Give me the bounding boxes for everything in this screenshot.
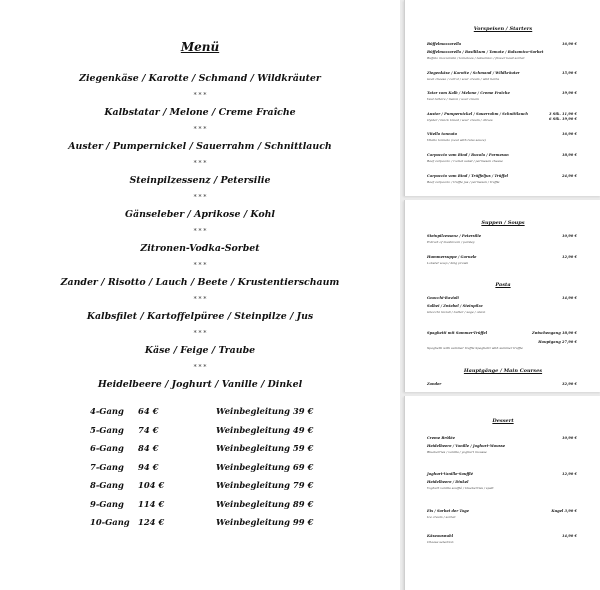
price-table bbox=[90, 402, 330, 532]
item-name: Vitello tonnato bbox=[427, 132, 458, 136]
price-row bbox=[90, 513, 330, 532]
item-description: Gnocchi ravioli / butter / sage / onion bbox=[427, 310, 486, 314]
item-price-alt: 6 Stk. 19,90 € bbox=[548, 117, 577, 121]
item-price: 14,90 € bbox=[561, 296, 577, 300]
item-price: Zwischengang 18,90 € bbox=[531, 331, 577, 335]
item-name: Creme Brûlée bbox=[427, 436, 455, 440]
item-name: Büffelmozzarella / Basilikum / Tomate / Balsamico-Sorbet bbox=[427, 50, 544, 54]
item-name: Zander bbox=[427, 382, 442, 386]
menu-item bbox=[427, 444, 577, 454]
item-description: Goat cheese / carrot / sour cream / wild herbs bbox=[427, 77, 500, 81]
item-name: Carpaccio vom Rind / Trüffeljus / Trüffel bbox=[427, 174, 508, 178]
section-title: Vorspeisen / Starters bbox=[473, 26, 533, 32]
menu-item bbox=[427, 91, 577, 101]
item-price-alt: Hauptgang 27,90 € bbox=[538, 340, 577, 344]
course-item: Heidelbeere / Joghurt / Vanille / Dinkel bbox=[97, 379, 303, 390]
item-name: Salbei / Zwiebel / Steinpilze bbox=[427, 304, 483, 308]
item-price: 10,90 € bbox=[561, 436, 577, 440]
course-item: Kalbstatar / Melone / Creme Fraîche bbox=[104, 107, 296, 118]
course-item: Kalbsfilet / Kartoffelpüree / Steinpilze / Jus bbox=[86, 311, 314, 322]
item-description: Veal tartare / melon / sour cream bbox=[427, 97, 479, 101]
menu-price: 104 € bbox=[138, 480, 165, 490]
menu-item bbox=[427, 234, 577, 244]
item-description: Beef carpaccio / truffle jus / parmesan / truffle bbox=[427, 180, 500, 184]
course-separator: * * * bbox=[193, 126, 207, 133]
item-price: 12,90 € bbox=[561, 472, 577, 476]
course-separator: * * * bbox=[193, 330, 207, 337]
section-title: Suppen / Soups bbox=[481, 220, 525, 226]
item-price: 16,90 € bbox=[561, 132, 577, 136]
course-count: 7-Gang bbox=[90, 461, 124, 472]
starters-page bbox=[404, 0, 600, 196]
item-price: Kugel 3,90 € bbox=[551, 509, 577, 513]
course-item: Zitronen-Vodka-Sorbet bbox=[140, 243, 260, 254]
price-row bbox=[90, 439, 330, 458]
menu-item bbox=[427, 480, 577, 490]
menu-item bbox=[427, 331, 577, 350]
course-separator: * * * bbox=[193, 228, 207, 235]
item-name: Carpaccio vom Rind / Rucola / Parmesan bbox=[427, 153, 509, 157]
item-description: Ice cream / sorbet bbox=[427, 515, 456, 519]
menu-item bbox=[427, 174, 577, 184]
item-description: Spaghetti with summer truffle Spaghetti with summer truffle bbox=[427, 346, 523, 350]
price-row bbox=[90, 476, 330, 495]
course-list bbox=[0, 70, 400, 393]
menu-item bbox=[427, 534, 577, 544]
item-price: 16,90 € bbox=[561, 42, 577, 46]
item-description: Extract of mushroom / parsley bbox=[427, 240, 475, 244]
soups-pasta-page bbox=[404, 200, 600, 392]
course-separator: * * * bbox=[193, 262, 207, 269]
item-name: Eis / Sorbet der Tage bbox=[427, 509, 469, 513]
item-name: Büffelmozzarella bbox=[427, 42, 462, 46]
item-price: 3 Stk. 11,90 € bbox=[548, 112, 577, 116]
item-description: Oyster / black bread / sour cream / chives bbox=[427, 118, 493, 122]
item-description: Lobster soup / king prawn bbox=[427, 261, 469, 265]
wine-pairing-price: Weinbegleitung 49 € bbox=[216, 424, 314, 435]
menu-item bbox=[427, 382, 577, 386]
menu-item bbox=[427, 112, 577, 122]
section-title: Dessert bbox=[492, 418, 514, 424]
course-count: 4-Gang bbox=[90, 406, 124, 416]
menu-price: 74 € bbox=[138, 424, 159, 435]
menu-item bbox=[427, 296, 577, 300]
price-row bbox=[90, 402, 330, 421]
menu-price: 84 € bbox=[138, 443, 159, 453]
course-item: Zander / Risotto / Lauch / Beete / Krustentierschaum bbox=[60, 277, 340, 288]
menu-item bbox=[427, 436, 577, 440]
menu-item bbox=[427, 50, 577, 60]
item-price: 15,90 € bbox=[561, 71, 577, 75]
menu-item bbox=[427, 132, 577, 142]
section-title: Hauptgänge / Main Courses bbox=[463, 368, 543, 374]
course-item: Auster / Pumpernickel / Sauerrahm / Schnittlauch bbox=[68, 141, 332, 152]
item-description: Yoghurt vanilla soufflé / blueberries / spelt bbox=[427, 486, 494, 490]
menu-title: Menü bbox=[180, 40, 220, 54]
item-price: 12,90 € bbox=[561, 255, 577, 259]
wine-pairing-price: Weinbegleitung 99 € bbox=[216, 517, 314, 527]
section-title: Pasta bbox=[495, 282, 511, 288]
item-name: Heidelbeere / Dinkel bbox=[427, 480, 469, 484]
menu-item bbox=[427, 153, 577, 163]
item-name: Gnocchi-Ravioli bbox=[427, 296, 459, 300]
course-count: 8-Gang bbox=[90, 480, 124, 490]
price-row bbox=[90, 421, 330, 440]
price-row bbox=[90, 495, 330, 514]
item-price: 14,90 € bbox=[561, 534, 577, 538]
item-description: Vitello tonnato (veal with tuna sauce) bbox=[427, 138, 486, 142]
course-separator: * * * bbox=[193, 194, 207, 201]
item-name: Hummersuppe / Garnele bbox=[427, 255, 477, 259]
item-name: Tatar vom Kalb / Melone / Creme Fraîche bbox=[427, 91, 510, 95]
menu-price: 114 € bbox=[138, 498, 165, 509]
course-count: 6-Gang bbox=[90, 443, 124, 453]
course-separator: * * * bbox=[193, 92, 207, 99]
item-description: Beef carpaccio / rocket salad / parmesan cheese bbox=[427, 159, 503, 163]
item-price: 24,90 € bbox=[561, 174, 577, 178]
menu-item bbox=[427, 71, 577, 81]
course-separator: * * * bbox=[193, 364, 207, 371]
course-item: Steinpilzessenz / Petersilie bbox=[129, 175, 271, 186]
item-name: Auster / Pumpernickel / Sauerrahm / Schnittlauch bbox=[427, 112, 528, 116]
menu-item bbox=[427, 255, 577, 265]
item-name: Ziegenkäse / Karotte / Schmand / Wildkräuter bbox=[427, 71, 520, 75]
menu-price: 124 € bbox=[138, 517, 165, 527]
item-name: Steinpilzessenz / Petersilie bbox=[427, 234, 482, 238]
course-item: Gänseleber / Aprikose / Kohl bbox=[125, 209, 275, 220]
course-count: 9-Gang bbox=[90, 498, 124, 509]
wine-pairing-price: Weinbegleitung 79 € bbox=[216, 480, 314, 490]
price-row bbox=[90, 458, 330, 477]
item-name: Joghurt-Vanille-Soufflé bbox=[427, 472, 473, 476]
item-description: Blueberries / vanilla / yoghurt mousse bbox=[427, 450, 487, 454]
item-price: 18,90 € bbox=[561, 153, 577, 157]
wine-pairing-price: Weinbegleitung 69 € bbox=[216, 461, 314, 472]
course-separator: * * * bbox=[193, 160, 207, 167]
menu-item bbox=[427, 509, 577, 519]
item-description: Cheese selection bbox=[427, 540, 454, 544]
item-name: Heidelbeere / Vanille / Joghurt-Mousse bbox=[427, 444, 506, 448]
menu-item bbox=[427, 42, 577, 48]
menu-item bbox=[427, 472, 577, 476]
wine-pairing-price: Weinbegleitung 89 € bbox=[216, 498, 314, 509]
item-price: 10,90 € bbox=[561, 234, 577, 238]
wine-pairing-price: Weinbegleitung 59 € bbox=[216, 443, 314, 453]
course-count: 5-Gang bbox=[90, 424, 124, 435]
menu-item bbox=[427, 304, 577, 314]
menu-price: 94 € bbox=[138, 461, 159, 472]
item-name: Käseauswahl bbox=[427, 534, 454, 538]
course-count: 10-Gang bbox=[90, 517, 130, 527]
menu-price: 64 € bbox=[138, 406, 159, 416]
wine-pairing-price: Weinbegleitung 39 € bbox=[216, 406, 314, 416]
item-name: Spaghetti mit Sommer-Trüffel bbox=[427, 331, 488, 335]
item-price: 32,90 € bbox=[561, 382, 577, 386]
course-item: Ziegenkäse / Karotte / Schmand / Wildkräuter bbox=[79, 73, 321, 84]
course-separator: * * * bbox=[193, 296, 207, 303]
item-price: 19,90 € bbox=[561, 91, 577, 95]
item-description: Buffalo mozzarella / tomatoes / balsamico / flower basil sorbet bbox=[427, 56, 525, 60]
dessert-page bbox=[404, 396, 600, 590]
course-item: Käse / Feige / Traube bbox=[144, 345, 256, 356]
